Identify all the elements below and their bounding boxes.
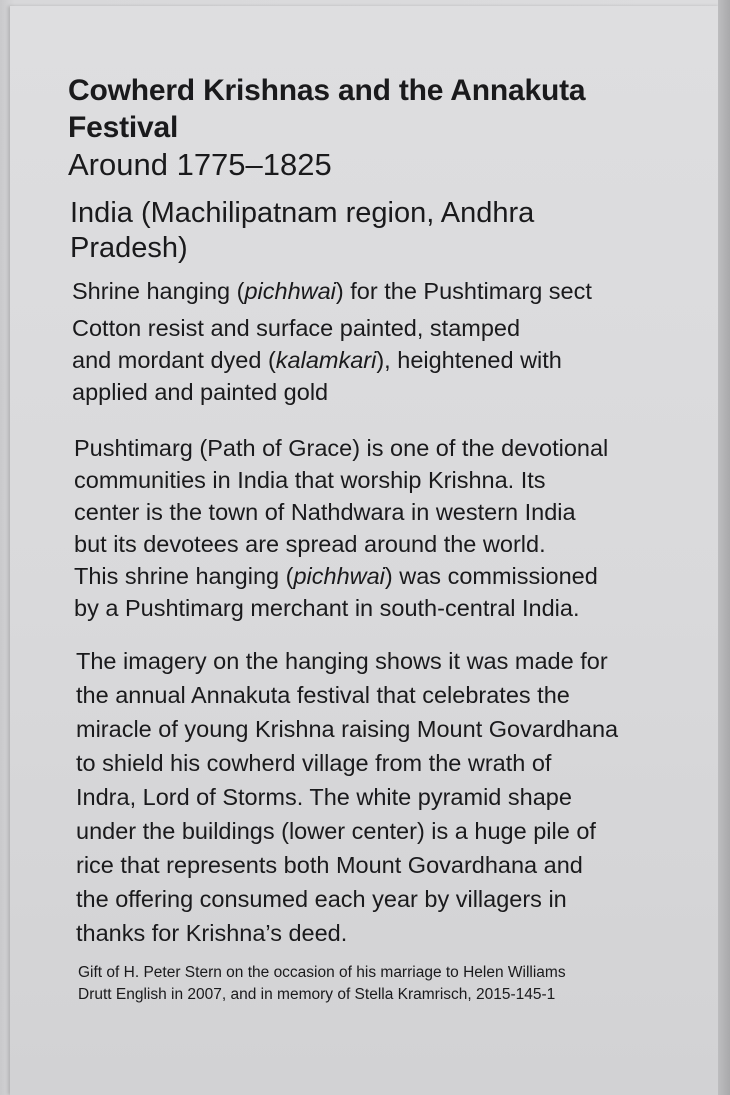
- description-paragraph-2: [68, 644, 708, 950]
- paragraph-line: by a Pushtimarg merchant in south-central India.: [74, 595, 580, 621]
- medium-text: ), heightened with: [376, 347, 562, 373]
- paragraph-text: ) was commissioned: [384, 563, 598, 589]
- museum-wall-label: [10, 6, 720, 1095]
- origin-line: India (Machilipatnam region, Andhra: [70, 197, 535, 229]
- title-line: Festival: [68, 111, 179, 144]
- paragraph-line: thanks for Krishna’s deed.: [76, 920, 348, 946]
- paragraph-text: This shrine hanging (: [74, 563, 294, 589]
- paragraph-line: but its devotees are spread around the world.: [74, 531, 546, 557]
- origin-line: Pradesh): [70, 232, 188, 264]
- paragraph-line: center is the town of Nathdwara in western India: [74, 499, 576, 525]
- artwork-date: Around 1775–1825: [68, 147, 332, 182]
- paragraph-term: pichhwai: [293, 563, 385, 589]
- paragraph-line: Indra, Lord of Storms. The white pyramid shape: [76, 784, 572, 810]
- object-type: [68, 276, 708, 306]
- wall-edge: [718, 0, 730, 1095]
- credit-text: Drutt English in 2007, and in memory of Stella Kramrisch, 2015-145-1: [78, 986, 556, 1003]
- title-line: Cowherd Krishnas and the Annakuta: [68, 74, 586, 107]
- paragraph-line: communities in India that worship Krishna. Its: [74, 467, 546, 493]
- paragraph-line: [74, 560, 708, 592]
- object-type-text: ) for the Pushtimarg sect: [335, 278, 592, 304]
- medium-line: applied and painted gold: [72, 379, 329, 405]
- paragraph-line: The imagery on the hanging shows it was made for: [76, 648, 608, 674]
- paragraph-line: the offering consumed each year by villagers in: [76, 886, 567, 912]
- credit-text: Gift of H. Peter Stern on the occasion of his marriage to Helen Williams: [78, 964, 566, 981]
- paragraph-line: miracle of young Krishna raising Mount Govardhana: [76, 716, 619, 742]
- artwork-origin: [68, 196, 708, 266]
- paragraph-line: under the buildings (lower center) is a huge pile of: [76, 818, 596, 844]
- artwork-title: [68, 72, 708, 146]
- medium-line: Cotton resist and surface painted, stamped: [72, 315, 521, 341]
- credit-line: [68, 962, 718, 1006]
- medium-term: kalamkari: [275, 347, 377, 373]
- object-type-term: pichhwai: [244, 278, 336, 304]
- label-content: [68, 72, 708, 1006]
- paragraph-line: to shield his cowherd village from the wrath of: [76, 750, 552, 776]
- object-type-text: Shrine hanging (: [72, 278, 245, 304]
- artwork-medium: [68, 312, 708, 408]
- paragraph-line: the annual Annakuta festival that celebrates the: [76, 682, 570, 708]
- paragraph-line: rice that represents both Mount Govardhana and: [76, 852, 583, 878]
- medium-line: [72, 344, 708, 376]
- description-paragraph-1: [68, 432, 708, 624]
- medium-text: and mordant dyed (: [72, 347, 276, 373]
- paragraph-line: Pushtimarg (Path of Grace) is one of the devotional: [74, 435, 609, 461]
